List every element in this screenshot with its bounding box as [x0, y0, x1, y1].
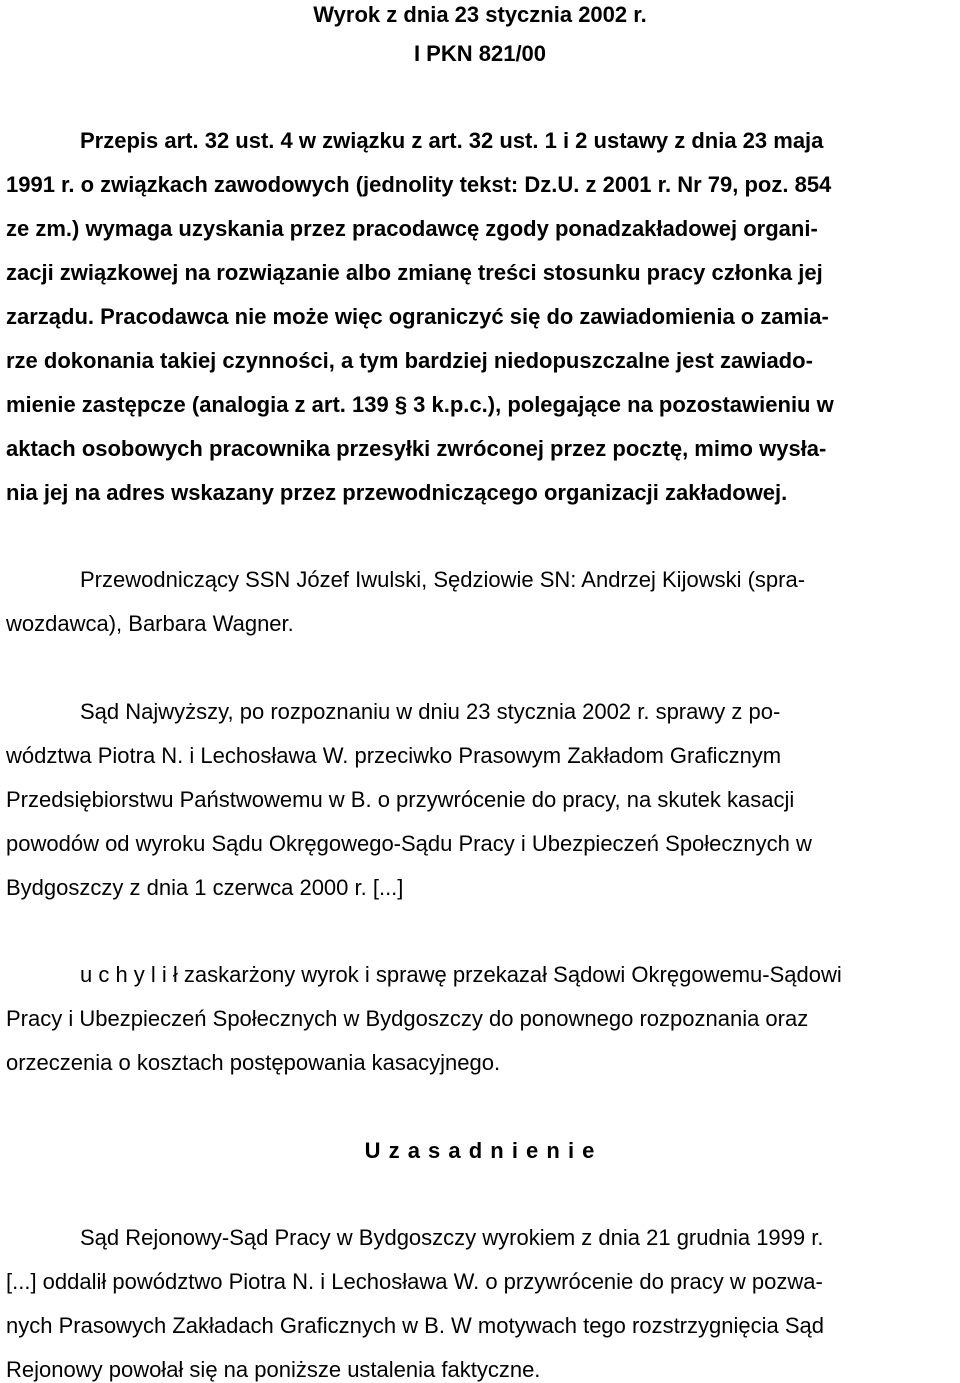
- thesis-line: Przepis art. 32 ust. 4 w związku z art. 32 ust. 1 i 2 ustawy z dnia 23 maja: [80, 128, 824, 153]
- thesis-line: ze zm.) wymaga uzyskania przez pracodawcę zgody ponadzakładowej organi-: [6, 216, 818, 241]
- thesis-line: 1991 r. o związkach zawodowych (jednolity tekst: Dz.U. z 2001 r. Nr 79, poz. 854: [6, 172, 832, 197]
- ruling-line: orzeczenia o kosztach postępowania kasacyjnego.: [6, 1050, 501, 1075]
- composition-line: wozdawca), Barbara Wagner.: [6, 611, 294, 636]
- judgment-title: Wyrok z dnia 23 stycznia 2002 r.: [313, 2, 647, 27]
- case-number: I PKN 821/00: [413, 41, 547, 66]
- thesis-line: nia jej na adres wskazany przez przewodniczącego organizacji zakładowej.: [6, 480, 788, 505]
- justification-line: Rejonowy powołał się na poniższe ustalenia faktyczne.: [6, 1357, 541, 1382]
- proceedings-line: Bydgoszczy z dnia 1 czerwca 2000 r. [...]: [6, 875, 404, 900]
- ruling-line: u c h y l i ł zaskarżony wyrok i sprawę przekazał Sądowi Okręgowemu-Sądowi: [80, 962, 842, 987]
- ruling-line: Pracy i Ubezpieczeń Społecznych w Bydgoszczy do ponownego rozpoznania oraz: [6, 1006, 809, 1031]
- composition-line: Przewodniczący SSN Józef Iwulski, Sędziowie SN: Andrzej Kijowski (spra-: [80, 567, 806, 592]
- proceedings-line: Sąd Najwyższy, po rozpoznaniu w dniu 23 stycznia 2002 r. sprawy z po-: [80, 699, 781, 724]
- justification-line: Sąd Rejonowy-Sąd Pracy w Bydgoszczy wyrokiem z dnia 21 grudnia 1999 r.: [80, 1225, 824, 1250]
- thesis-line: zarządu. Pracodawca nie może więc ograniczyć się do zawiadomienia o zamia-: [6, 304, 829, 329]
- thesis-line: aktach osobowych pracownika przesyłki zwróconej przez pocztę, mimo wysła-: [6, 436, 827, 461]
- thesis-line: mienie zastępcze (analogia z art. 139 § 3 k.p.c.), polegające na pozostawieniu w: [6, 392, 834, 417]
- proceedings-line: powodów od wyroku Sądu Okręgowego-Sądu Pracy i Ubezpieczeń Społecznych w: [6, 831, 812, 856]
- proceedings-line: wództwa Piotra N. i Lechosława W. przeciwko Prasowym Zakładom Graficznym: [6, 743, 782, 768]
- justification-line: [...] oddalił powództwo Piotra N. i Lechosława W. o przywrócenie do pracy w pozwa-: [6, 1269, 823, 1294]
- justification-heading: U z a s a d n i e n i e: [364, 1138, 596, 1163]
- proceedings-line: Przedsiębiorstwu Państwowemu w B. o przywrócenie do pracy, na skutek kasacji: [6, 787, 795, 812]
- thesis-line: rze dokonania takiej czynności, a tym bardziej niedopuszczalne jest zawiado-: [6, 348, 813, 373]
- justification-line: nych Prasowych Zakładach Graficznych w B. W motywach tego rozstrzygnięcia Sąd: [6, 1313, 824, 1338]
- thesis-line: zacji związkowej na rozwiązanie albo zmianę treści stosunku pracy członka jej: [6, 260, 823, 285]
